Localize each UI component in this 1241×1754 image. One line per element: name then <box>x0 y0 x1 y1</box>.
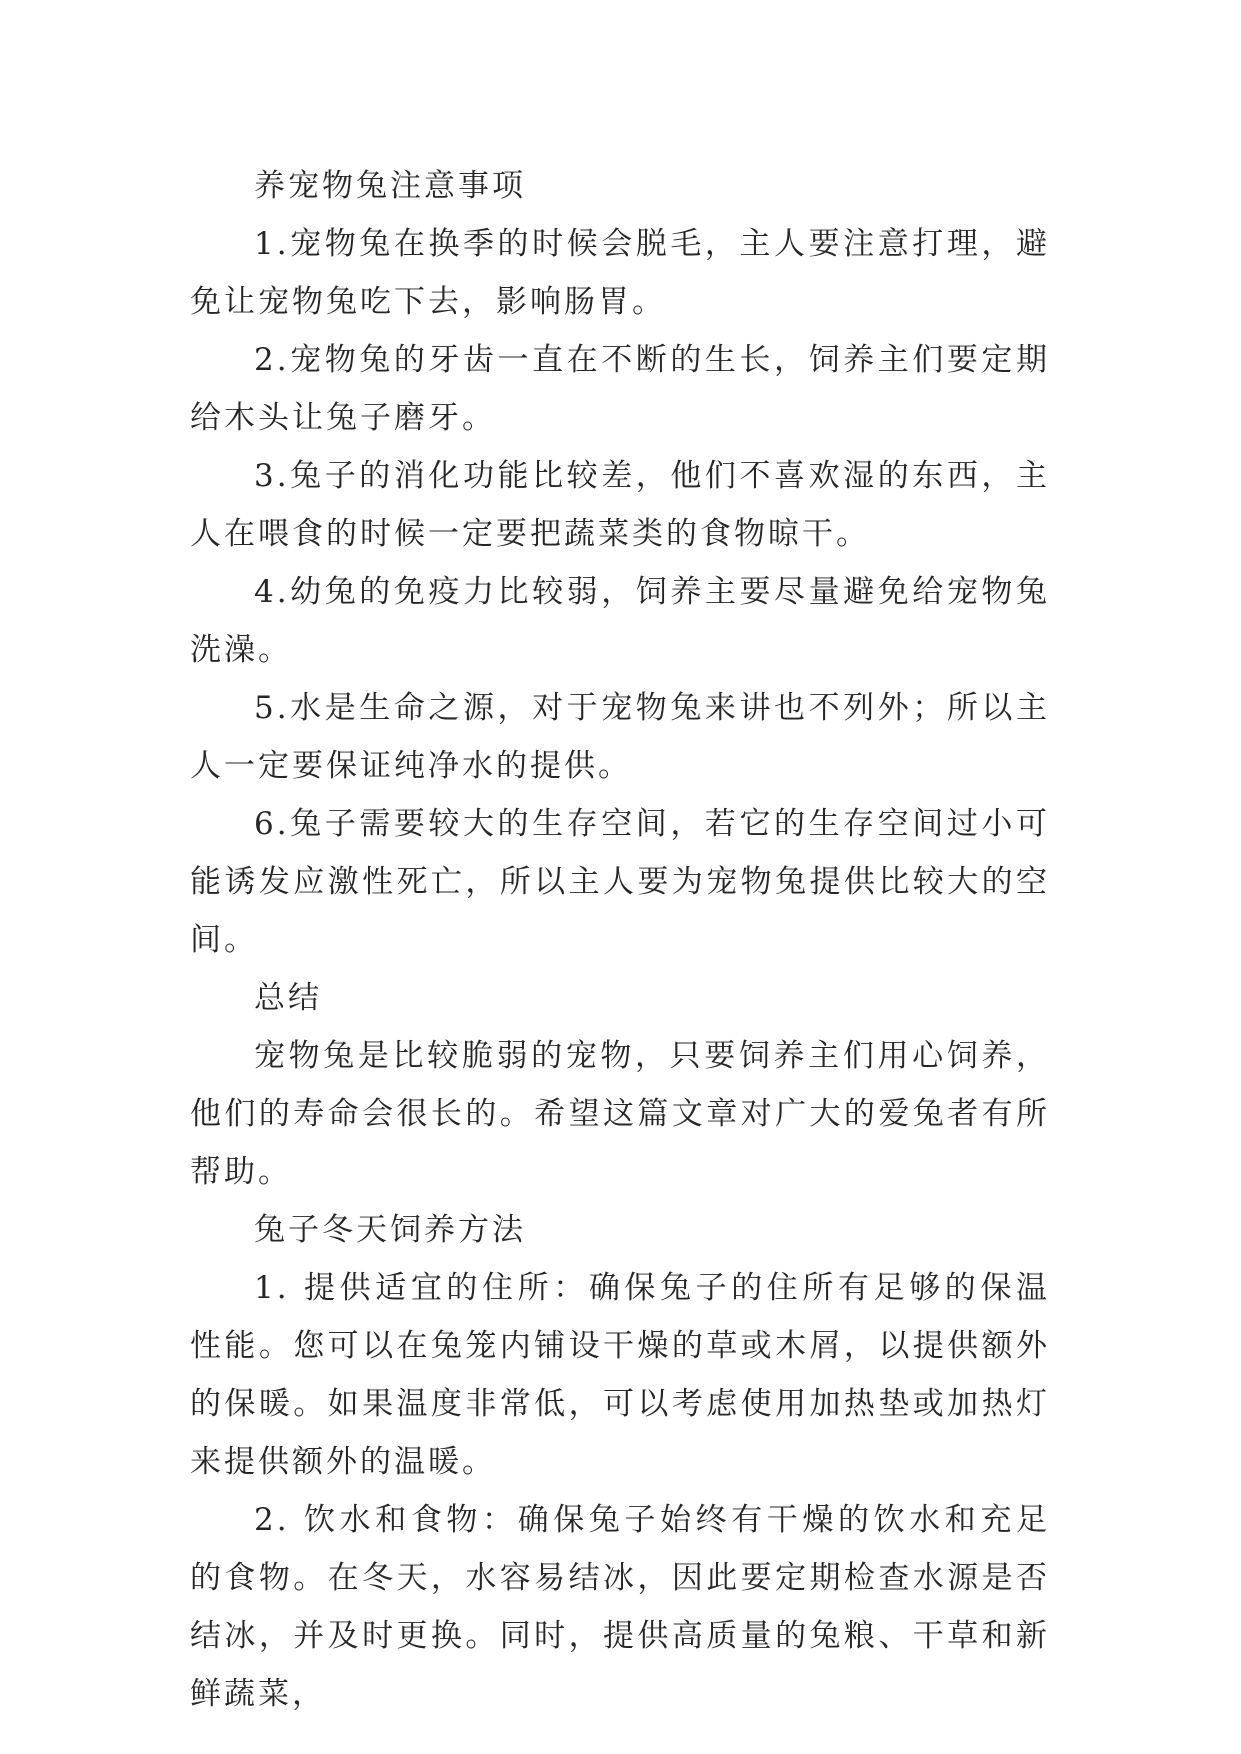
paragraph-item-1: 1.宠物兔在换季的时候会脱毛，主人要注意打理，避免让宠物兔吃下去，影响肠胃。 <box>190 226 1050 320</box>
section-title-rabbit-care-notes: 养宠物兔注意事项 <box>254 168 526 204</box>
paragraph-item-6: 6.兔子需要较大的生存空间，若它的生存空间过小可能诱发应激性死亡，所以主人要为宠物兔提供比较大的空间。 <box>190 806 1050 958</box>
winter-item-2: 2. 饮水和食物：确保兔子始终有干燥的饮水和充足的食物。在冬天，水容易结冰，因此要定期检查水源是否结冰，并及时更换。同时，提供高质量的兔粮、干草和新鲜蔬菜， <box>190 1502 1050 1712</box>
paragraph-item-5: 5.水是生命之源，对于宠物兔来讲也不列外；所以主人一定要保证纯净水的提供。 <box>190 690 1050 784</box>
paragraph-item-3: 3.兔子的消化功能比较差，他们不喜欢湿的东西，主人在喂食的时候一定要把蔬菜类的食物晾干。 <box>190 458 1050 552</box>
document-body <box>190 157 1050 1723</box>
paragraph-item-2: 2.宠物兔的牙齿一直在不断的生长，饲养主们要定期给木头让兔子磨牙。 <box>190 342 1050 436</box>
paragraph-item-4: 4.幼兔的免疫力比较弱，饲养主要尽量避免给宠物兔洗澡。 <box>190 574 1050 668</box>
winter-item-1: 1. 提供适宜的住所：确保兔子的住所有足够的保温性能。您可以在兔笼内铺设干燥的草或木屑，以提供额外的保暖。如果温度非常低，可以考虑使用加热垫或加热灯来提供额外的温暖。 <box>190 1270 1050 1480</box>
section-title-summary: 总结 <box>254 980 322 1016</box>
section-title-winter-feeding: 兔子冬天饲养方法 <box>254 1212 526 1248</box>
summary-paragraph: 宠物兔是比较脆弱的宠物，只要饲养主们用心饲养，他们的寿命会很长的。希望这篇文章对广大的爱兔者有所帮助。 <box>190 1038 1050 1190</box>
